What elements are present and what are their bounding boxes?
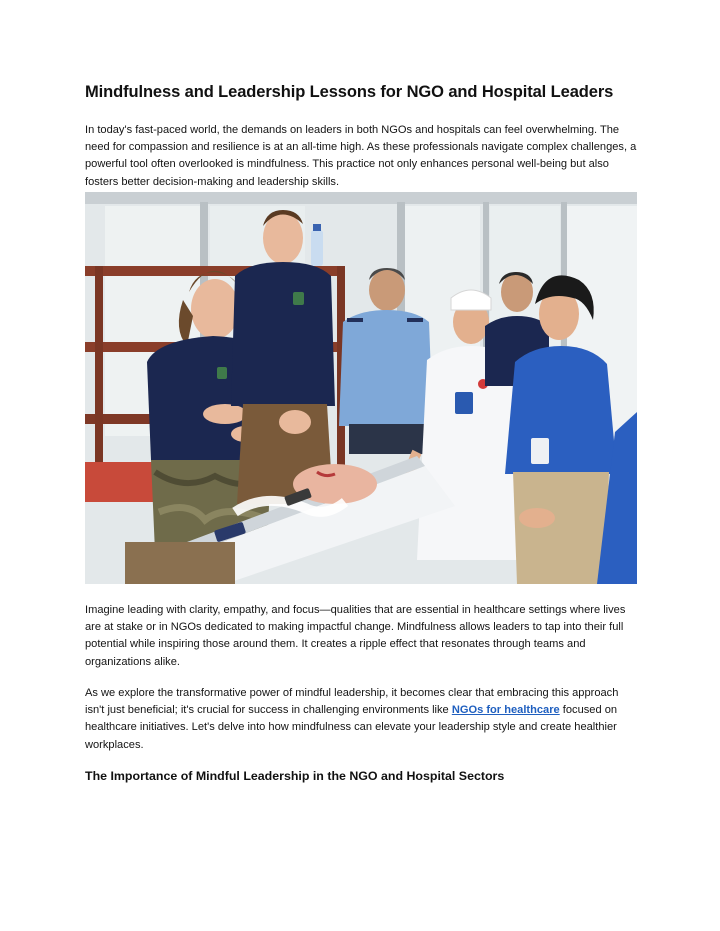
training-photo: [85, 192, 637, 584]
body-paragraph-3: [85, 685, 637, 754]
para3-text-before: As we explore the transformative power of mindful leadership, it becomes clear that embracing this approach isn't just beneficial; it's crucial for success in challenging environments like: [85, 687, 619, 717]
intro-paragraph: In today's fast-paced world, the demands on leaders in both NGOs and hospitals can feel overwhelming. The need for compassion and resilience is at an all-time high. As these professionals navigate complex challenges, a powerful tool often overlooked is mindfulness. This practice not only enhances personal well-being but also fosters better decision-making and leadership skills.: [85, 124, 637, 188]
para3-text-after: focused on healthcare initiatives. Let's delve into how mindfulness can elevate your leadership style and create healthier workplaces.: [85, 704, 618, 751]
article-title: Mindfulness and Leadership Lessons for NGO and Hospital Leaders: [85, 83, 614, 101]
section-heading: The Importance of Mindful Leadership in the NGO and Hospital Sectors: [85, 769, 505, 783]
body-paragraph-2: Imagine leading with clarity, empathy, and focus—qualities that are essential in healthcare settings where lives are at stake or in NGOs dedicated to making impactful change. Mindfulness allows leaders to tap into their full potential while inspiring those around them. It creates a ripple effect that resonates through teams and organizations alike.: [85, 604, 626, 668]
ngos-for-healthcare-link[interactable]: NGOs for healthcare: [451, 704, 560, 717]
